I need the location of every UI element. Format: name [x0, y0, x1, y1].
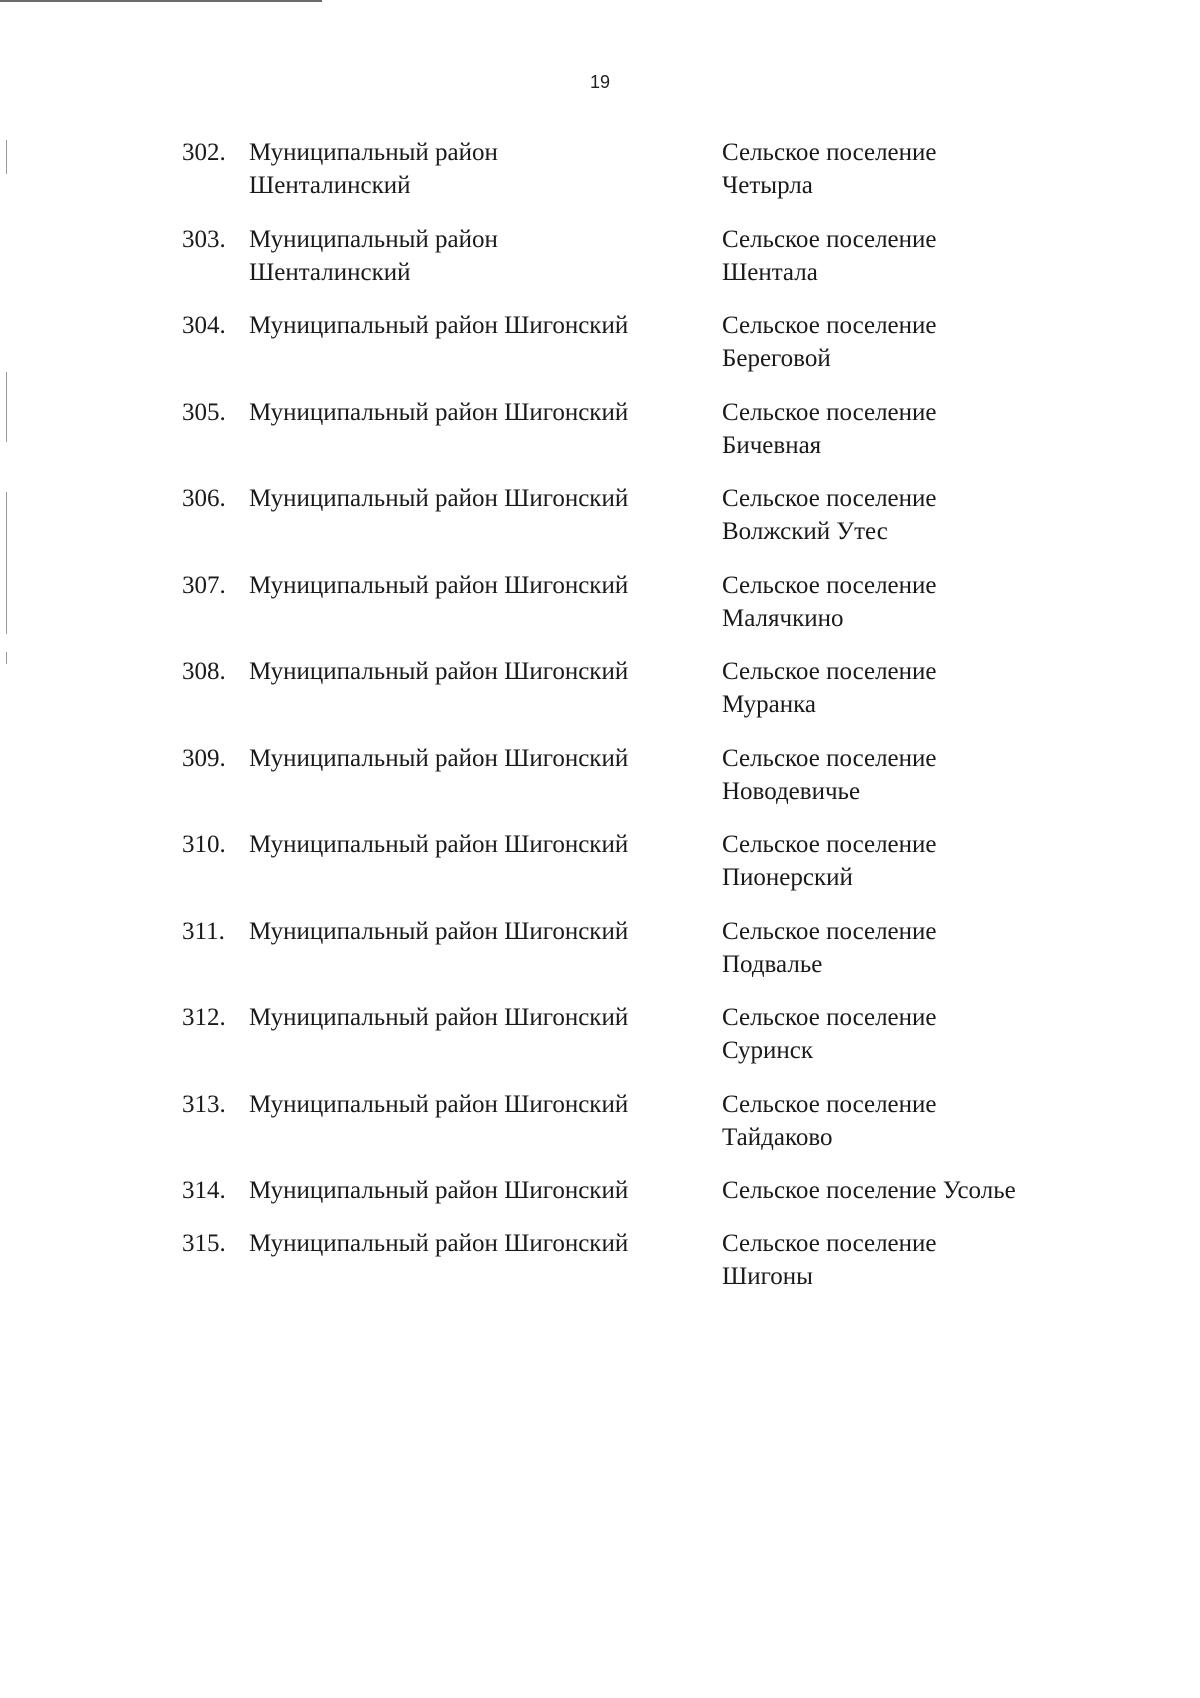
item-number: 313.: [182, 1090, 226, 1118]
item-number: 308.: [182, 658, 226, 685]
item-number: 311.: [182, 917, 225, 945]
district-name: Муниципальный район Шигонский: [249, 917, 629, 945]
item-number: 302.: [182, 139, 226, 166]
district-name: Муниципальный район Шигонский: [249, 744, 629, 772]
list-item: [0, 655, 1200, 742]
district-name: Муниципальный район Шигонский: [249, 1090, 629, 1118]
settlement-name: Сельское поселение Береговой: [722, 312, 937, 372]
list-item: [0, 482, 1200, 569]
item-number: 305.: [182, 398, 226, 426]
settlement-name: Сельское поселение Подвалье: [722, 917, 937, 978]
list-item: [0, 396, 1200, 483]
list-item: [0, 136, 1200, 223]
list-item: [0, 223, 1200, 310]
district-name: Муниципальный район Шигонский: [249, 485, 629, 512]
settlement-name: Сельское поселение Шигоны: [722, 1230, 937, 1290]
scan-edge-line: [0, 0, 322, 2]
item-number: 315.: [182, 1230, 226, 1257]
list-item: [0, 742, 1200, 829]
item-number: 303.: [182, 225, 226, 253]
list-item: [0, 1088, 1200, 1175]
list-item: [0, 1227, 1200, 1314]
settlement-name: Сельское поселение Тайдаково: [722, 1090, 937, 1151]
settlement-name: Сельское поселение Усолье: [722, 1177, 1016, 1204]
list-item: [0, 828, 1200, 915]
item-number: 304.: [182, 312, 226, 339]
item-number: 312.: [182, 1004, 226, 1031]
district-name: Муниципальный район Шигонский: [249, 398, 629, 426]
settlement-name: Сельское поселение Четырла: [722, 139, 937, 199]
list-item: [0, 1001, 1200, 1088]
settlement-name: Сельское поселение Бичевная: [722, 398, 937, 459]
item-number: 309.: [182, 744, 226, 772]
item-number: 314.: [182, 1177, 226, 1204]
settlement-list: [0, 136, 1200, 1314]
district-name: Муниципальный район Шигонский: [249, 1230, 629, 1257]
item-number: 307.: [182, 571, 226, 599]
list-item: [0, 915, 1200, 1002]
page-number: 19: [589, 72, 611, 92]
settlement-name: Сельское поселение Волжский Утес: [722, 485, 937, 545]
list-item: [0, 309, 1200, 396]
district-name: Муниципальный район Шенталинский: [249, 139, 498, 199]
settlement-name: Сельское поселение Шентала: [722, 225, 937, 286]
district-name: Муниципальный район Шигонский: [249, 312, 629, 339]
settlement-name: Сельское поселение Пионерский: [722, 831, 937, 891]
settlement-name: Сельское поселение Суринск: [722, 1004, 937, 1064]
settlement-name: Сельское поселение Новодевичье: [722, 744, 937, 805]
district-name: Муниципальный район Шенталинский: [249, 225, 498, 286]
list-item: [0, 1174, 1200, 1227]
district-name: Муниципальный район Шигонский: [249, 658, 629, 685]
district-name: Муниципальный район Шигонский: [249, 1004, 629, 1031]
item-number: 310.: [182, 831, 226, 858]
settlement-name: Сельское поселение Малячкино: [722, 571, 937, 632]
settlement-name: Сельское поселение Муранка: [722, 658, 937, 718]
district-name: Муниципальный район Шигонский: [249, 831, 629, 858]
item-number: 306.: [182, 485, 226, 512]
list-item: [0, 569, 1200, 656]
district-name: Муниципальный район Шигонский: [249, 571, 629, 599]
district-name: Муниципальный район Шигонский: [249, 1177, 629, 1204]
